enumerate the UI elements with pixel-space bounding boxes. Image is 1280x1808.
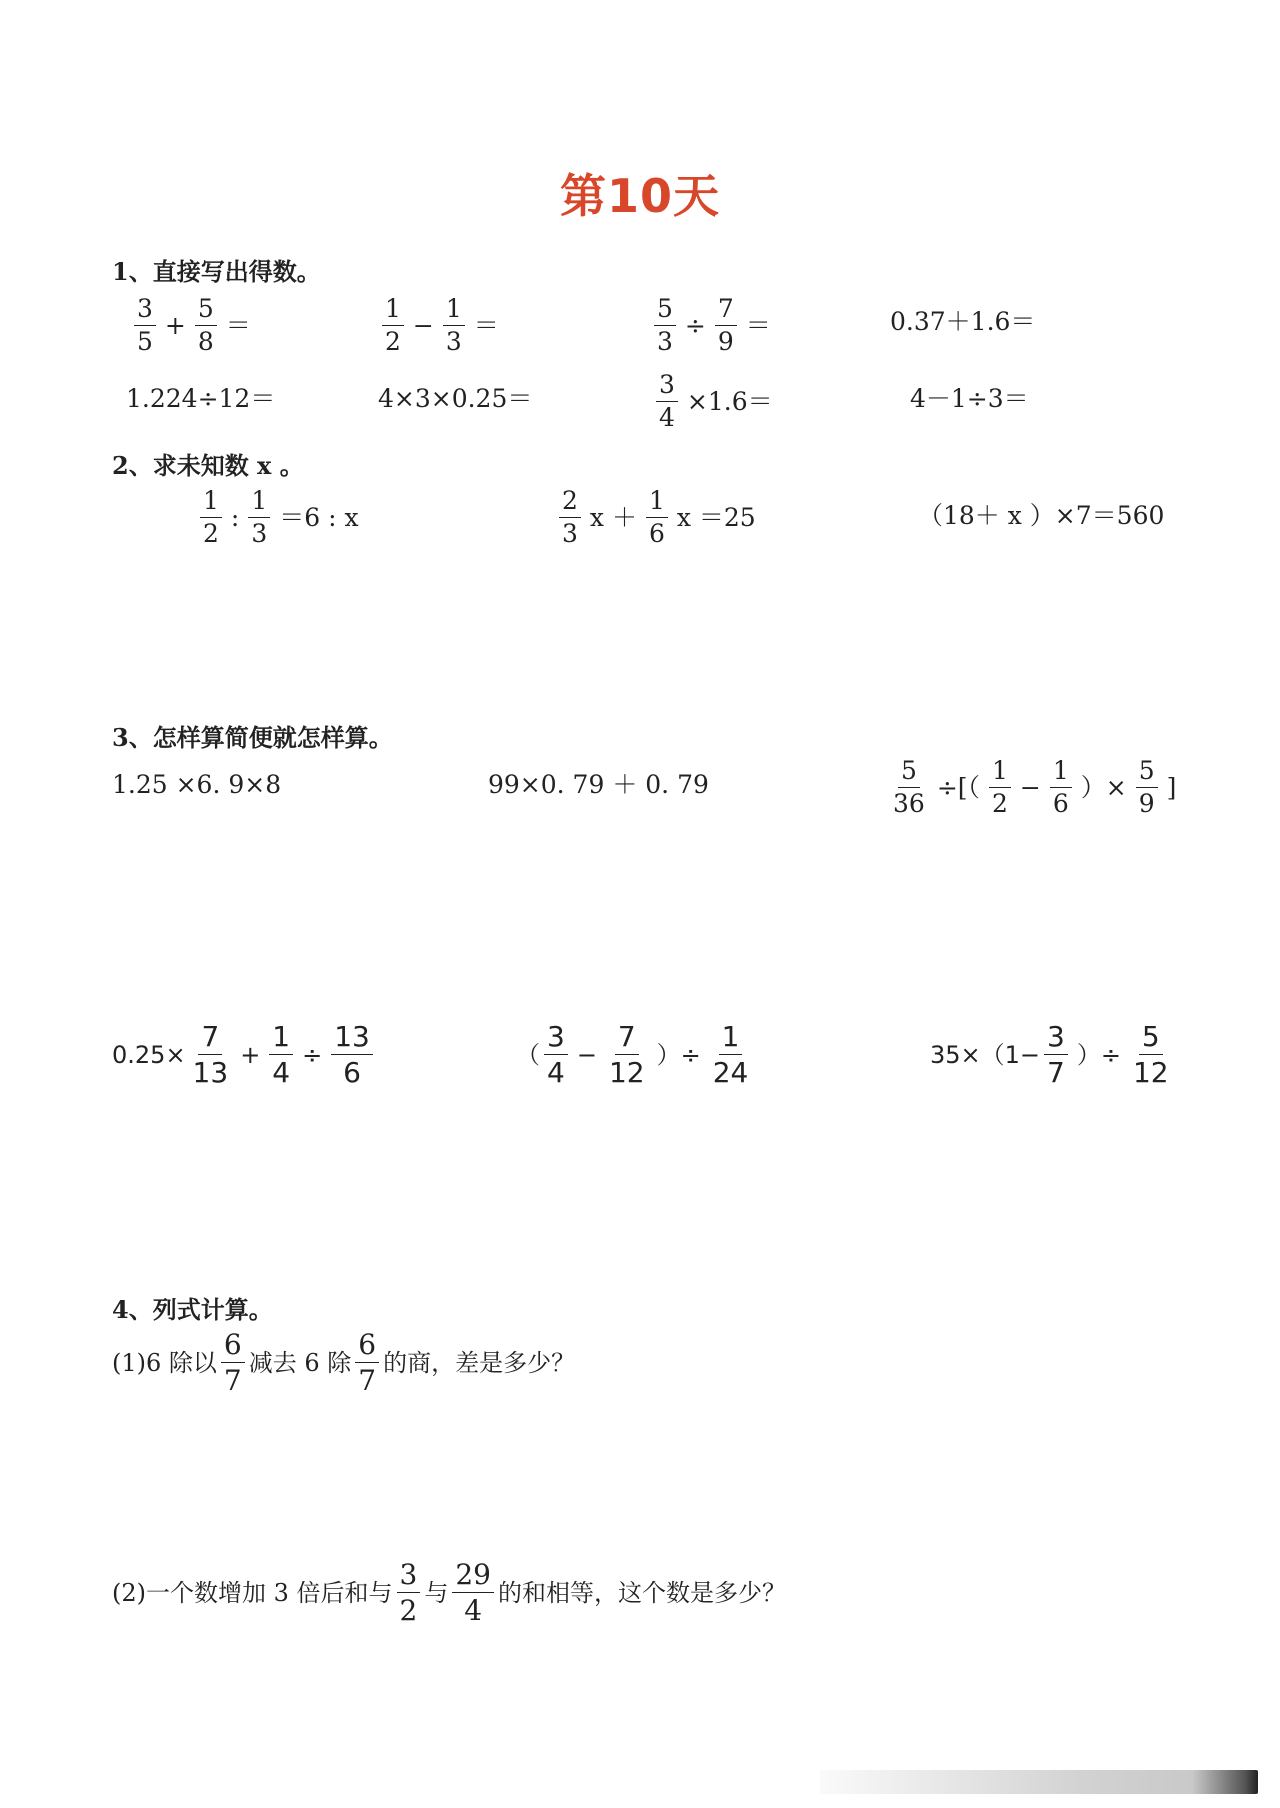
fraction: $\frac{5}{12}$	[1132, 1020, 1169, 1090]
section-1-heading: 1、直接写出得数。	[112, 257, 321, 286]
fraction: $\frac{3}{5}$	[134, 296, 156, 356]
fraction: $\frac{1}{6}$	[646, 488, 668, 548]
fraction: $\frac{7}{12}$	[608, 1020, 645, 1090]
fraction: $\frac{7}{13}$	[192, 1020, 229, 1090]
exercise-2-1: $\frac{1}{2}$ : $\frac{1}{3}$ ＝6 : x	[196, 488, 364, 548]
fraction: $\frac{3}{4}$	[544, 1022, 568, 1088]
fraction: $\frac{2}{3}$	[559, 488, 581, 548]
fraction: $\frac{3}{7}$	[1044, 1022, 1068, 1088]
fraction: $\frac{1}{3}$	[443, 296, 465, 356]
fraction: $\frac{29}{4}$	[452, 1560, 494, 1626]
exercise-3-3: $\frac{5}{36}$ ÷[（ $\frac{1}{2}$ − $\frac{1}{6}$ ）× $\frac{5}{9}$ ]	[886, 758, 1181, 818]
fraction: $\frac{5}{3}$	[654, 296, 676, 356]
fraction: $\frac{3}{4}$	[656, 372, 678, 432]
exercise-1-6: 4×3×0.25＝	[378, 384, 533, 413]
fraction: $\frac{5}{36}$	[893, 756, 925, 819]
section-2-heading: 2、求未知数 x 。	[112, 451, 304, 480]
exercise-1-5: 1.224÷12＝	[126, 384, 276, 413]
fraction: $\frac{1}{3}$	[248, 488, 270, 548]
exercise-3-6: 35×（1− $\frac{3}{7}$ ）÷ $\frac{5}{12}$	[930, 1022, 1176, 1088]
fraction: $\frac{5}{8}$	[195, 296, 217, 356]
exercise-1-4: 0.37＋1.6＝	[890, 307, 1036, 336]
fraction: $\frac{1}{2}$	[382, 296, 404, 356]
fraction: $\frac{1}{6}$	[1050, 758, 1072, 818]
exercise-1-1: $\frac{3}{5}$ + $\frac{5}{8}$ ＝	[130, 296, 256, 356]
fraction: $\frac{3}{2}$	[397, 1560, 421, 1626]
exercise-2-2: $\frac{2}{3}$ x ＋ $\frac{1}{6}$ x ＝25	[555, 488, 761, 548]
exercise-1-3: $\frac{5}{3}$ ÷ $\frac{7}{9}$ ＝	[650, 296, 776, 356]
word-problem-1: (1)6 除以 $\frac{6}{7}$ 减去 6 除 $\frac{6}{7}$ 的商，差是多少？	[112, 1328, 576, 1398]
exercise-1-8: 4－1÷3＝	[910, 384, 1029, 413]
exercise-2-3: （18＋ x ）×7＝560	[918, 501, 1165, 530]
section-3-heading: 3、怎样算简便就怎样算。	[112, 723, 393, 752]
fraction: $\frac{6}{7}$	[355, 1330, 379, 1396]
exercise-1-2: $\frac{1}{2}$ − $\frac{1}{3}$ ＝	[378, 296, 504, 356]
word-problem-2: (2)一个数增加 3 倍后和与 $\frac{3}{2}$ 与 $\frac{29}{4}$ 的和相等，这个数是多少？	[112, 1558, 786, 1628]
exercise-3-1: 1.25 ×6. 9×8	[112, 770, 282, 799]
fraction: $\frac{1}{2}$	[989, 758, 1011, 818]
exercise-1-7: $\frac{3}{4}$ ×1.6＝	[652, 372, 778, 432]
fraction: $\frac{1}{2}$	[200, 488, 222, 548]
fraction: $\frac{13}{6}$	[331, 1022, 373, 1088]
fraction: $\frac{1}{24}$	[712, 1020, 749, 1090]
fraction: $\frac{7}{9}$	[715, 296, 737, 356]
bottom-scrollbar	[820, 1770, 1258, 1794]
fraction: $\frac{5}{9}$	[1136, 758, 1158, 818]
section-4-heading: 4、列式计算。	[112, 1295, 273, 1324]
fraction: $\frac{1}{4}$	[269, 1022, 293, 1088]
exercise-3-2: 99×0. 79 ＋ 0. 79	[488, 770, 709, 799]
fraction: $\frac{6}{7}$	[221, 1330, 245, 1396]
page-title: 第10天	[559, 169, 720, 223]
exercise-3-4: 0.25× $\frac{7}{13}$ + $\frac{1}{4}$ ÷ $\frac{13}{6}$	[112, 1022, 377, 1088]
exercise-3-5: （ $\frac{3}{4}$ − $\frac{7}{12}$ ）÷ $\frac{1}{24}$	[516, 1022, 755, 1088]
